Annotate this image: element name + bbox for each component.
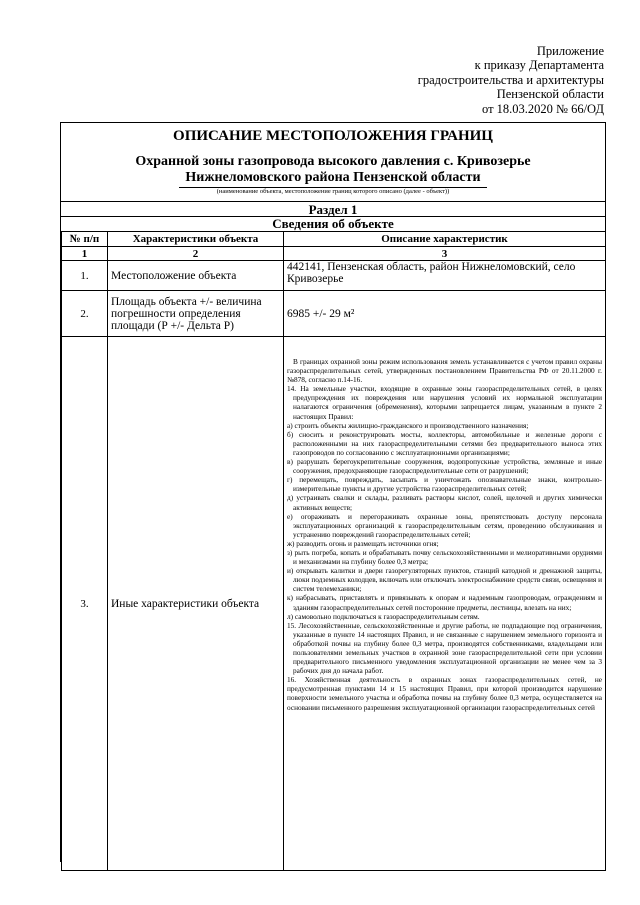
description-paragraph: к) набрасывать, приставлять и привязывать к опорам и надземным газопроводам, ограждениям и зданиям газораспределительных сетей посторонние предметы, лестницы, влезать на них; (287, 593, 602, 612)
row-number: 3. (62, 337, 108, 871)
section-number: Раздел 1 (308, 202, 358, 217)
row-characteristic: Местоположение объекта (108, 261, 284, 291)
col-header: № п/п (62, 232, 108, 247)
description-paragraph: д) устраивать свалки и склады, разливать растворы кислот, солей, щелочей и других химически активных веществ; (287, 493, 602, 512)
description-paragraph: в) разрушать берегоукрепительные сооружения, водопропускные устройства, земляные и иные сооружения, предохраняющие газораспределительные сети от разрушений; (287, 457, 602, 476)
annex-line: градостроительства и архитектуры (417, 72, 604, 87)
description-paragraph: з) рыть погреба, копать и обрабатывать почву сельскохозяйственными и мелиоративными орудиями и механизмами на глубину более 0,3 метра; (287, 547, 602, 567)
annex-line: от 18.03.2020 № 66/ОД (481, 101, 604, 116)
description-paragraph: 16. Хозяйственная деятельность в охранных зонах газораспределительных сетей, не предусмотренная пунктами 14 и 15 настоящих Правил, при которой производится нарушение поверхности земельного участка и обработка почвы на глубину более 0,3 метра, осуществляется на основании письменного разрешения эксплуатационной организации газораспределительных сетей (287, 675, 602, 712)
annex-line: к приказу Департамента (474, 58, 604, 73)
description-paragraph: б) сносить и реконструировать мосты, коллекторы, автомобильные и железные дороги с расположенными на них газораспределительными сетями без предварительного выноса этих газопроводов по согласованию с эксплуатационными организациями; (287, 429, 602, 457)
row-characteristic: Иные характеристики объекта (108, 337, 284, 871)
table-row (62, 337, 606, 871)
object-caption: (наименование объекта, местоположение границ которого описано (далее - объект)) (216, 188, 450, 195)
row-characteristic: Площадь объекта +/- величина погрешности определения площади (Р +/- Дельта Р) (108, 291, 284, 337)
description-paragraph: а) строить объекты жилищно-гражданского и производственного назначения; (287, 420, 529, 430)
document-frame (60, 122, 606, 862)
object-name (61, 154, 605, 186)
table-header-row (62, 232, 606, 247)
row-number: 1. (62, 261, 108, 291)
col-number: 2 (108, 247, 284, 261)
section-title: Сведения об объекте (272, 216, 394, 231)
description-paragraph: 15. Лесохозяйственные, сельскохозяйственные и другие работы, не подпадающие под ограничения, указанные в пункте 14 настоящих Правил, и не связанные с нарушением земельного горизонта и обработкой почвы на глубину более 0,3 метра, производятся собственниками, владельцами или пользователями земельных участков в охранной зоне газораспределительной сети при условии предварительного письменного уведомления эксплуатационной организации не менее чем за 3 рабочих дня до начала работ. (287, 620, 602, 676)
annex-line: Пензенской области (496, 87, 604, 102)
description-paragraph: ж) разводить огонь и размещать источники огня; (287, 538, 439, 548)
description-paragraph: е) огораживать и перегораживать охранные зоны, препятствовать доступу персонала эксплуатационных организаций к газораспределительным сетям, проведению обслуживания и устранению повреждений газораспределительных сетей; (287, 511, 602, 539)
object-name-line2: Нижнеломовского района Пензенской области (185, 170, 481, 185)
row-value: 442141, Пензенская область, район Нижнеломовский, село Кривозерье (284, 261, 606, 291)
description-paragraph: 14. На земельные участки, входящие в охранные зоны газораспределительных сетей, в целях предупреждения их повреждения или нарушения условий их нормальной эксплуатации налагаются ограничения (обременения), которыми запрещается лицам, указанным в пункте 2 настоящих Правил: (287, 384, 602, 421)
annex-note (418, 44, 604, 116)
column-number-row (62, 247, 606, 261)
row-value: 6985 +/- 29 м² (284, 291, 606, 337)
annex-line: Приложение (536, 44, 604, 58)
col-header: Характеристики объекта (108, 232, 284, 247)
col-header: Описание характеристик (284, 232, 606, 247)
description-paragraph: В границах охранной зоны режим использования земель устанавливается с учетом правил охраны газораспределительных сетей, утвержденных постановлением Правительства РФ от 20.11.2000 г. №878, согласно п.14-16. (287, 357, 602, 385)
object-table (61, 231, 606, 871)
document-title: ОПИСАНИЕ МЕСТОПОЛОЖЕНИЯ ГРАНИЦ (173, 128, 493, 144)
col-number: 3 (284, 247, 606, 261)
row-number: 2. (62, 291, 108, 337)
object-name-line1: Охранной зоны газопровода высокого давления с. Кривозерье (135, 154, 531, 169)
table-row (62, 261, 606, 291)
table-row (62, 291, 606, 337)
restrictions-description (284, 337, 606, 871)
description-paragraph: г) перемещать, повреждать, засыпать и уничтожать опознавательные знаки, контрольно-измерительные пункты и другие устройства газораспределительных сетей; (287, 475, 602, 494)
col-number: 1 (62, 247, 108, 261)
description-paragraph: и) открывать калитки и двери газорегуляторных пунктов, станций катодной и дренажной защиты, люки подземных колодцев, включать или отключать электроснабжение средств связи, освещения и систем телемеханики; (287, 566, 602, 594)
description-paragraph: л) самовольно подключаться к газораспределительным сетям. (287, 611, 480, 621)
